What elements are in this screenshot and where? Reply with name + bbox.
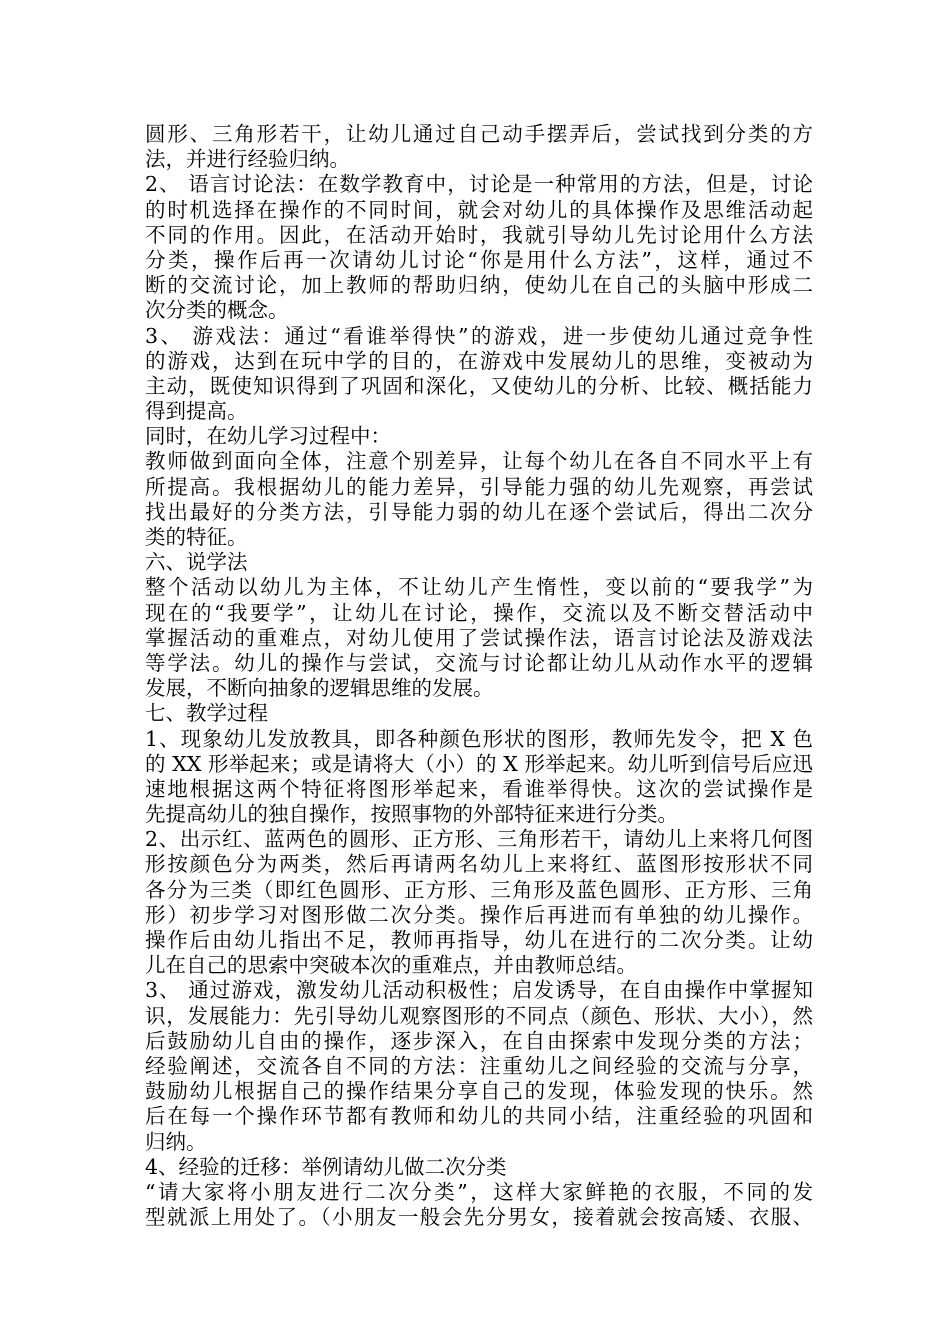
- text-line: 形）初步学习对图形做二次分类。操作后再进而有单独的幼儿操作。: [145, 902, 813, 927]
- text-line: 后鼓励幼儿自由的操作，逐步深入，在自由探索中发现分类的方法；: [145, 1028, 813, 1053]
- text-line: 次分类的概念。: [145, 298, 289, 323]
- text-line: 的 XX 形举起来；或是请将大（小）的 X 形举起来。幼儿听到信号后应迅: [145, 751, 813, 776]
- text-line: 3、 通过游戏，激发幼儿活动积极性；启发诱导，在自由操作中掌握知: [145, 978, 813, 1003]
- text-line: 先提高幼儿的独自操作，按照事物的外部特征来进行分类。: [145, 802, 678, 827]
- text-line: 后在每一个操作环节都有教师和幼儿的共同小结，注重经验的巩固和: [145, 1104, 813, 1129]
- text-line: 发展，不断向抽象的逻辑思维的发展。: [145, 676, 494, 701]
- text-line: 不同的作用。因此，在活动开始时，我就引导幼儿先讨论用什么方法: [145, 222, 813, 247]
- text-line: 七、教学过程: [145, 701, 268, 726]
- text-line: 现在的“我要学”，让幼儿在讨论，操作，交流以及不断交替活动中: [145, 600, 813, 625]
- text-line: 速地根据这两个特征将图形举起来，看谁举得快。这次的尝试操作是: [145, 776, 813, 801]
- text-line: 法，并进行经验归纳。: [145, 147, 350, 172]
- text-line: 3、 游戏法：通过“看谁举得快”的游戏，进一步使幼儿通过竞争性: [145, 323, 813, 348]
- text-line: 主动，既使知识得到了巩固和深化，又使幼儿的分析、比较、概括能力: [145, 373, 813, 398]
- text-line: 归纳。: [145, 1129, 207, 1154]
- text-line: 得到提高。: [145, 399, 248, 424]
- text-line: 各分为三类（即红色圆形、正方形、三角形及蓝色圆形、正方形、三角: [145, 877, 813, 902]
- text-line: 4、经验的迁移：举例请幼儿做二次分类: [145, 1154, 507, 1179]
- text-line: 圆形、三角形若干，让幼儿通过自己动手摆弄后，尝试找到分类的方: [145, 122, 813, 146]
- text-line: 的游戏，达到在玩中学的目的，在游戏中发展幼儿的思维，变被动为: [145, 348, 813, 373]
- text-line: 分类，操作后再一次请幼儿讨论“你是用什么方法”，这样，通过不: [145, 247, 813, 272]
- text-line: 整个活动以幼儿为主体，不让幼儿产生惰性，变以前的“要我学”为: [145, 575, 813, 600]
- text-line: 所提高。我根据幼儿的能力差异，引导能力强的幼儿先观察，再尝试: [145, 474, 813, 499]
- text-line: 掌握活动的重难点，对幼儿使用了尝试操作法，语言讨论法及游戏法: [145, 625, 813, 650]
- text-line: 识，发展能力：先引导幼儿观察图形的不同点（颜色、形状、大小），然: [145, 1003, 813, 1028]
- document-body: [145, 122, 813, 1230]
- text-line: 的时机选择在操作的不同时间，就会对幼儿的具体操作及思维活动起: [145, 197, 813, 222]
- text-line: 2、 语言讨论法：在数学教育中，讨论是一种常用的方法，但是，讨论: [145, 172, 813, 197]
- text-line: “请大家将小朋友进行二次分类”，这样大家鲜艳的衣服，不同的发: [145, 1179, 813, 1204]
- text-line: 教师做到面向全体，注意个别差异，让每个幼儿在各自不同水平上有: [145, 449, 813, 474]
- text-line: 六、说学法: [145, 550, 248, 575]
- text-line: 儿在自己的思索中突破本次的重难点，并由教师总结。: [145, 953, 637, 978]
- text-line: 鼓励幼儿根据自己的操作结果分享自己的发现，体验发现的快乐。然: [145, 1079, 813, 1104]
- text-line: 断的交流讨论，加上教师的帮助归纳，使幼儿在自己的头脑中形成二: [145, 273, 813, 298]
- text-line: 型就派上用处了。（小朋友一般会先分男女，接着就会按高矮、衣服、: [145, 1205, 813, 1230]
- text-line: 同时，在幼儿学习过程中：: [145, 424, 391, 449]
- text-line: 形按颜色分为两类，然后再请两名幼儿上来将红、蓝图形按形状不同: [145, 852, 813, 877]
- text-line: 类的特征。: [145, 525, 248, 549]
- text-line: 1、现象幼儿发放教具，即各种颜色形状的图形，教师先发令，把 X 色: [145, 726, 813, 751]
- text-line: 等学法。幼儿的操作与尝试，交流与讨论都让幼儿从动作水平的逻辑: [145, 650, 813, 675]
- text-line: 经验阐述，交流各自不同的方法：注重幼儿之间经验的交流与分享，: [145, 1053, 813, 1078]
- text-line: 2、出示红、蓝两色的圆形、正方形、三角形若干，请幼儿上来将几何图: [145, 827, 813, 852]
- text-line: 操作后由幼儿指出不足，教师再指导，幼儿在进行的二次分类。让幼: [145, 928, 813, 952]
- text-line: 找出最好的分类方法，引导能力弱的幼儿在逐个尝试后，得出二次分: [145, 499, 813, 524]
